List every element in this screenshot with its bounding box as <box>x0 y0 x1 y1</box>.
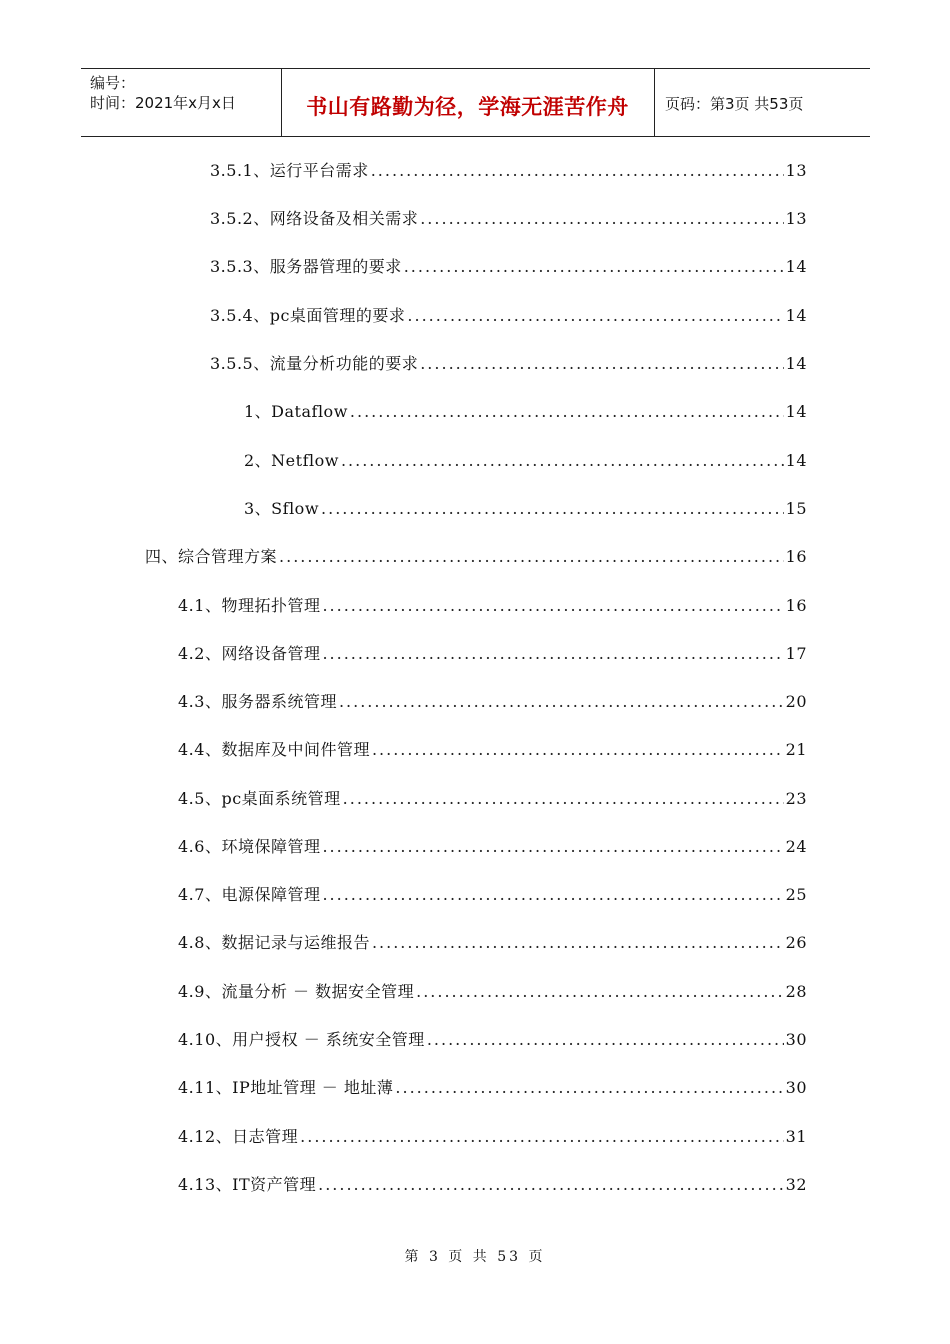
toc-entry[interactable] <box>210 159 807 183</box>
toc-entry-title: 4.4、数据库及中间件管理 <box>178 740 370 759</box>
toc-leader-dots <box>416 980 784 1004</box>
toc-entry-title: 3、Sflow <box>244 499 320 518</box>
toc-leader-dots <box>420 207 783 231</box>
toc-leader-dots <box>341 449 784 473</box>
toc-entry-title: 1、Dataflow <box>244 402 348 421</box>
toc-entry[interactable] <box>178 594 807 618</box>
toc-entry-title: 4.10、用户授权 － 系统安全管理 <box>178 1030 425 1049</box>
header-page-info: 页码：第3页 共53页 <box>665 95 804 113</box>
toc-entry[interactable] <box>210 255 807 279</box>
toc-entry[interactable] <box>145 545 807 569</box>
toc-leader-dots <box>395 1076 783 1100</box>
toc-entry[interactable] <box>178 690 807 714</box>
toc-leader-dots <box>343 787 784 811</box>
toc-leader-dots <box>420 352 783 376</box>
toc-leader-dots <box>371 159 784 183</box>
toc-leader-dots <box>322 642 783 666</box>
toc-leader-dots <box>372 931 784 955</box>
toc-entry[interactable] <box>178 1125 807 1149</box>
header-motto-cell <box>281 69 655 136</box>
time-label: 时间：2021年x月x日 <box>90 94 236 112</box>
toc-entry-page: 14 <box>785 402 807 421</box>
toc-entry[interactable] <box>178 1076 807 1100</box>
toc-entry[interactable] <box>244 497 807 521</box>
toc-entry-page: 30 <box>785 1030 807 1049</box>
toc-leader-dots <box>318 1173 784 1197</box>
toc-entry-page: 14 <box>785 354 807 373</box>
header-page-cell <box>655 69 870 136</box>
page-footer: 第 3 页 共 53 页 <box>404 1249 546 1265</box>
toc-entry-page: 17 <box>785 644 807 663</box>
toc-entry-title: 3.5.5、流量分析功能的要求 <box>210 354 419 373</box>
toc-entry[interactable] <box>210 304 807 328</box>
toc-entry-page: 25 <box>785 885 807 904</box>
toc-entry-title: 4.11、IP地址管理 － 地址薄 <box>178 1078 394 1097</box>
toc-entry[interactable] <box>210 207 807 231</box>
page-header <box>81 68 870 137</box>
toc-entry-title: 3.5.3、服务器管理的要求 <box>210 257 402 276</box>
toc-entry-title: 4.1、物理拓扑管理 <box>178 596 321 615</box>
toc-entry-title: 4.9、流量分析 － 数据安全管理 <box>178 982 415 1001</box>
toc-entry-title: 3.5.2、网络设备及相关需求 <box>210 209 419 228</box>
toc-entry[interactable] <box>178 738 807 762</box>
toc-entry-page: 15 <box>785 499 807 518</box>
toc-leader-dots <box>322 835 783 859</box>
toc-entry-title: 4.8、数据记录与运维报告 <box>178 933 370 952</box>
toc-entry-page: 16 <box>785 547 807 566</box>
toc-entry-page: 21 <box>785 740 807 759</box>
toc-entry[interactable] <box>178 931 807 955</box>
toc-leader-dots <box>404 255 784 279</box>
header-motto: 书山有路勤为径，学海无涯苦作舟 <box>306 95 629 119</box>
toc-entry-title: 4.2、网络设备管理 <box>178 644 321 663</box>
toc-entry[interactable] <box>178 642 807 666</box>
toc-leader-dots <box>322 883 783 907</box>
toc-entry-title: 3.5.4、pc桌面管理的要求 <box>210 306 406 325</box>
toc-entry-title: 4.6、环境保障管理 <box>178 837 321 856</box>
toc-entry-page: 24 <box>785 837 807 856</box>
toc-entry[interactable] <box>178 1028 807 1052</box>
toc-entry-page: 13 <box>785 209 807 228</box>
toc-entry-page: 26 <box>785 933 807 952</box>
toc-entry[interactable] <box>178 883 807 907</box>
toc-entry-title: 四、综合管理方案 <box>145 547 278 566</box>
toc-entry-title: 4.7、电源保障管理 <box>178 885 321 904</box>
toc-leader-dots <box>322 594 783 618</box>
toc-entry-page: 28 <box>785 982 807 1001</box>
toc-entry-page: 14 <box>785 257 807 276</box>
toc-entry[interactable] <box>178 787 807 811</box>
toc-entry[interactable] <box>210 352 807 376</box>
toc-entry-page: 13 <box>785 161 807 180</box>
toc-leader-dots <box>339 690 784 714</box>
toc-leader-dots <box>321 497 784 521</box>
toc-entry[interactable] <box>244 449 807 473</box>
toc-leader-dots <box>427 1028 784 1052</box>
toc-leader-dots <box>372 738 784 762</box>
toc-entry[interactable] <box>178 1173 807 1197</box>
toc-entry-page: 14 <box>785 451 807 470</box>
toc-leader-dots <box>407 304 783 328</box>
number-label: 编号： <box>90 74 136 92</box>
toc-entry-page: 20 <box>785 692 807 711</box>
toc-entry-page: 30 <box>785 1078 807 1097</box>
toc-leader-dots <box>350 400 784 424</box>
toc-entry-page: 32 <box>785 1175 807 1194</box>
toc-entry-title: 4.3、服务器系统管理 <box>178 692 337 711</box>
toc-entry-page: 31 <box>785 1127 807 1146</box>
toc-entry[interactable] <box>244 400 807 424</box>
toc-entry-page: 16 <box>785 596 807 615</box>
header-meta <box>81 69 282 136</box>
toc-entry-page: 23 <box>785 789 807 808</box>
toc-entry-title: 3.5.1、运行平台需求 <box>210 161 369 180</box>
toc-entry-title: 4.5、pc桌面系统管理 <box>178 789 341 808</box>
toc-entry[interactable] <box>178 835 807 859</box>
toc-leader-dots <box>300 1125 784 1149</box>
toc-entry[interactable] <box>178 980 807 1004</box>
toc-entry-title: 4.12、日志管理 <box>178 1127 299 1146</box>
toc-entry-page: 14 <box>785 306 807 325</box>
toc-entry-title: 4.13、IT资产管理 <box>178 1175 317 1194</box>
toc-leader-dots <box>279 545 784 569</box>
toc-entry-title: 2、Netflow <box>244 451 339 470</box>
